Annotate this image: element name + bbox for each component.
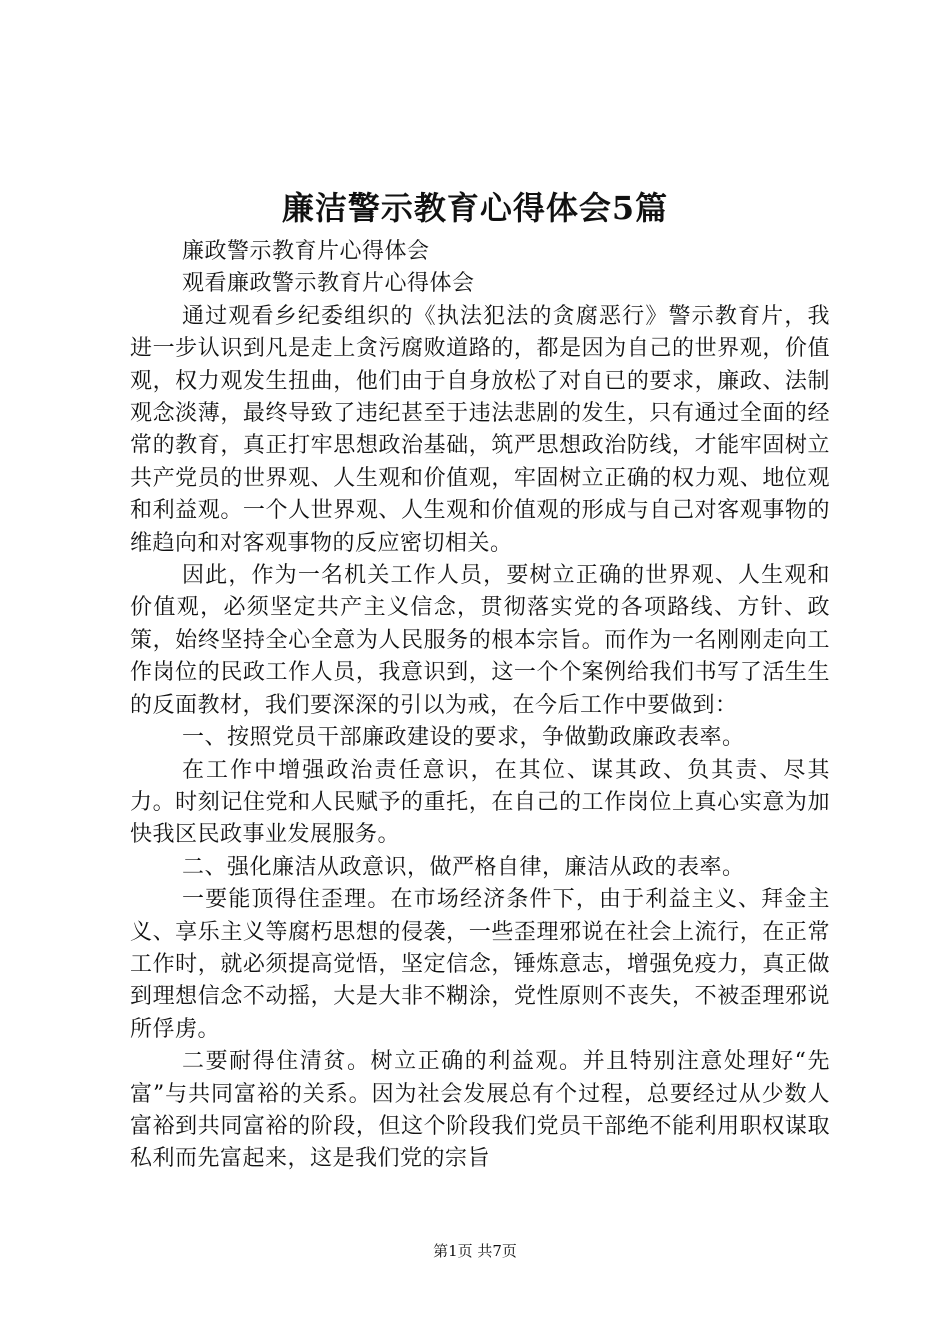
paragraph: 因此，作为一名机关工作人员，要树立正确的世界观、人生观和价值观，必须坚定共产主义信念，贯彻落实党的各项路线、方针、政策，始终坚持全心全意为人民服务的根本宗旨。而作为一名刚刚走向工作岗位的民政工作人员，我意识到，这一个个案例给我们书写了活生生的反面教材，我们要深深的引以为戒，在今后工作中要做到： [130,563,830,718]
page-number: 第1页 [433,1242,473,1260]
paragraph: 二要耐得住清贫。树立正确的利益观。并且特别注意处理好“先富”与共同富裕的关系。因为社会发展总有个过程，总要经过从少数人富裕到共同富裕的阶段，但这个阶段我们党员干部绝不能利用职权谋取私利而先富起来，这是我们党的宗旨 [130,1049,830,1172]
paragraph: 通过观看乡纪委组织的《执法犯法的贪腐恶行》警示教育片，我进一步认识到凡是走上贪污腐败道路的，都是因为自己的世界观，价值观，权力观发生扭曲，他们由于自身放松了对自已的要求，廉政、法制观念淡薄，最终导致了违纪甚至于违法悲剧的发生，只有通过全面的经常的教育，真正打牢思想政治基础，筑严思想政治防线，才能牢固树立共产党员的世界观、人生观和价值观，牢固树立正确的权力观、地位观和利益观。一个人世界观、人生观和价值观的形成与自己对客观事物的维趋向和对客观事物的反应密切相关。 [130,303,830,556]
paragraph: 一要能顶得住歪理。在市场经济条件下，由于利益主义、拜金主义、享乐主义等腐朽思想的侵袭，一些歪理邪说在社会上流行，在正常工作时，就必须提高觉悟，坚定信念，锤炼意志，增强免疫力，真正做到理想信念不动摇，大是大非不糊涂，党性原则不丧失，不被歪理邪说所俘虏。 [130,887,830,1042]
document-title: 廉洁警示教育心得体会5篇 [281,189,669,227]
paragraph: 廉政警示教育片心得体会 [182,239,430,264]
page-total: 共7页 [477,1242,517,1260]
paragraph: 二、强化廉洁从政意识，做严格自律，廉洁从政的表率。 [182,854,745,880]
paragraph: 一、按照党员干部廉政建设的要求，争做勤政廉政表率。 [182,725,745,751]
document-body [130,236,830,1176]
paragraph: 观看廉政警示教育片心得体会 [182,271,475,297]
paragraph: 在工作中增强政治责任意识，在其位、谋其政、负其责、尽其力。时刻记住党和人民赋予的重托，在自己的工作岗位上真心实意为加快我区民政事业发展服务。 [130,757,830,848]
page-footer [0,1241,950,1261]
